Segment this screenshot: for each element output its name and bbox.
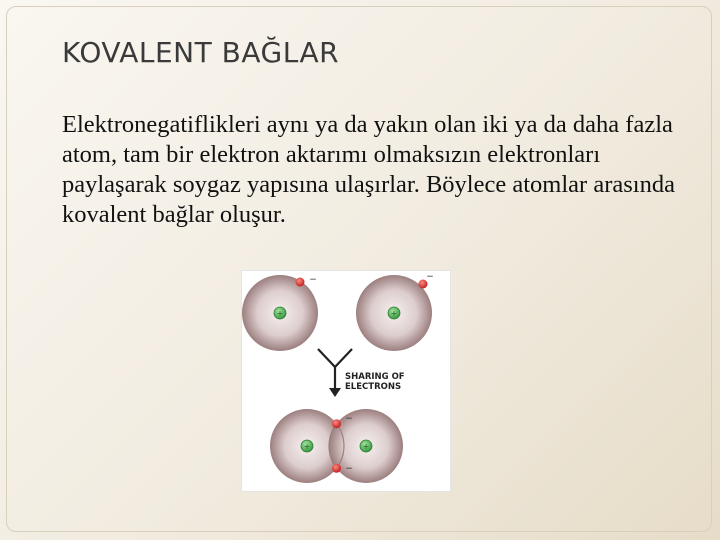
covalent-bond-figure <box>241 270 451 492</box>
nucleus-charge-label: + <box>362 442 370 451</box>
shared-electron-icon <box>332 419 341 428</box>
slide-body-text: Elektronegatiflikleri aynı ya da yakın olan iki ya da daha fazla atom, tam bir elektron aktarımı olmaksızın elektronları paylaşarak soygaz yapısına ulaşırlar. Böylece atomlar arasında kovalent bağlar oluşur. <box>62 111 675 228</box>
nucleus-charge-label: + <box>276 309 284 318</box>
electron-charge-label: − <box>345 414 353 424</box>
caption-line-1: SHARING OF <box>345 372 405 382</box>
electron-icon <box>296 278 305 287</box>
slide-title: KOVALENT BAĞLAR <box>62 36 340 69</box>
electron-charge-label: − <box>345 464 353 474</box>
caption-line-2: ELECTRONS <box>345 382 402 392</box>
electron-charge-label: − <box>426 272 434 282</box>
shared-electron-icon <box>332 464 341 473</box>
bonded-atoms <box>270 409 403 483</box>
nucleus-charge-label: + <box>390 309 398 318</box>
atom-top-left <box>242 275 318 351</box>
nucleus-charge-label: + <box>303 442 311 451</box>
electron-charge-label: − <box>309 275 317 285</box>
covalent-bond-diagram <box>242 271 450 491</box>
atom-top-right <box>356 272 434 351</box>
